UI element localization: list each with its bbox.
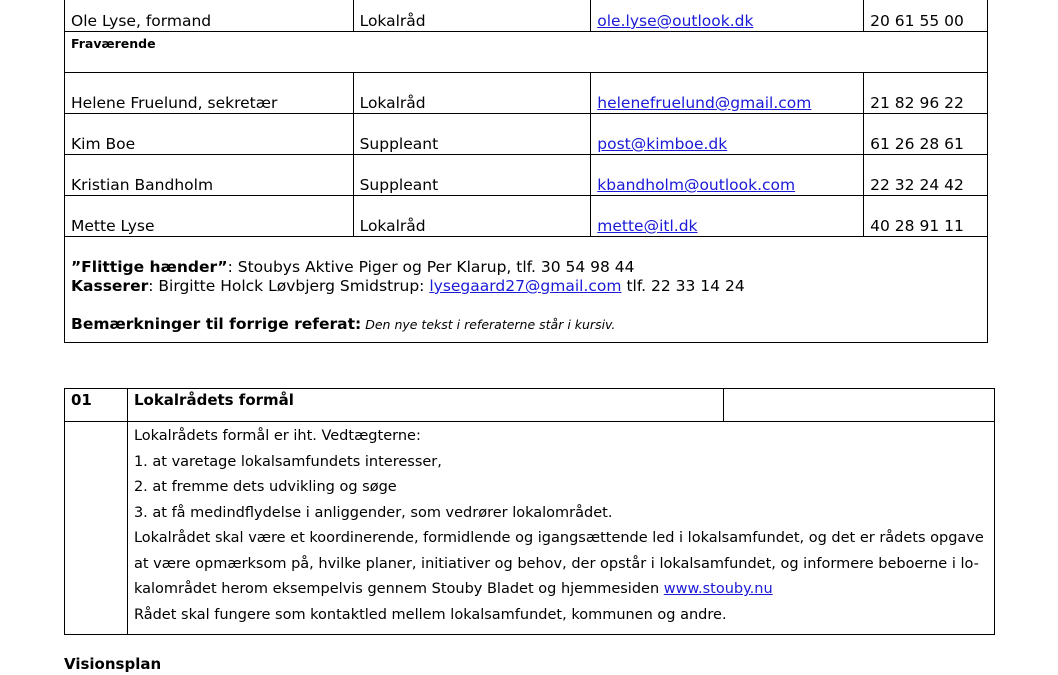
kasserer-email-link[interactable]: lysegaard27@gmail.com [429, 277, 622, 295]
table-row [65, 196, 988, 237]
section-header-row [65, 389, 995, 422]
section-body [127, 422, 994, 635]
member-name: Helene Fruelund, sekretær [65, 73, 354, 114]
website-link[interactable]: www.stouby.nu [663, 581, 773, 597]
body-line: 3. at få medindflydelse i anliggender, som vedrører lokalområdet. [133, 504, 613, 521]
section-01-table [64, 388, 995, 635]
footer-row [65, 237, 988, 343]
body-line-prefix: kalområdet herom eksempelvis gennem Stouby Bladet og hjemmesiden [133, 581, 664, 597]
member-name: Kim Boe [65, 114, 354, 155]
member-role: Lokalråd [353, 73, 591, 114]
table-row [65, 0, 988, 32]
body-line: 1. at varetage lokalsamfundets interesser, [133, 453, 442, 470]
table-row [65, 155, 988, 196]
section-title: Lokalrådets formål [127, 389, 723, 422]
member-email-link[interactable]: post@kimboe.dk [597, 135, 728, 153]
kasserer-text: : Birgitte Holck Løvbjerg Smidstrup: [148, 277, 430, 295]
member-phone: 61 26 28 61 [864, 114, 988, 155]
body-line: Lokalrådet skal være et koordinerende, formidlende og igangsættende led i lokalsamfundet, og det er rådets opgave [133, 530, 984, 546]
member-role: Suppleant [353, 114, 591, 155]
section-body-row [65, 422, 995, 635]
attendance-table [64, 0, 988, 343]
body-line: at være opmærksom på, hvilke planer, initiativer og behov, der opstår i lokalsamfundet, og informere beboerne i lo- [133, 555, 979, 572]
member-phone: 40 28 91 11 [864, 196, 988, 237]
kasserer-label: Kasserer [71, 277, 149, 295]
absent-label: Fraværende [65, 32, 988, 73]
body-line: Rådet skal fungere som kontaktled mellem lokalsamfundet, kommunen og andre. [133, 606, 727, 623]
member-email-link[interactable]: ole.lyse@outlook.dk [597, 12, 754, 30]
member-name: Ole Lyse, formand [65, 0, 354, 32]
member-phone: 20 61 55 00 [864, 0, 988, 32]
body-line: Lokalrådets formål er iht. Vedtægterne: [133, 428, 421, 444]
flittige-text: : Stoubys Aktive Piger og Per Klarup, tlf. 30 54 98 44 [227, 258, 635, 276]
body-line: 2. at fremme dets udvikling og søge [133, 479, 397, 495]
member-name: Mette Lyse [65, 196, 354, 237]
member-phone: 22 32 24 42 [864, 155, 988, 196]
member-email-link[interactable]: kbandholm@outlook.com [597, 176, 796, 194]
member-role: Lokalråd [353, 0, 591, 32]
table-row [65, 114, 988, 155]
member-role: Lokalråd [353, 196, 591, 237]
flittige-line [71, 258, 981, 277]
next-section-heading: Visionsplan [64, 655, 162, 673]
member-role: Suppleant [353, 155, 591, 196]
kasserer-phone: tlf. 22 33 14 24 [621, 277, 745, 295]
body-line [134, 577, 988, 603]
section-number: 01 [65, 389, 128, 422]
remarks-text: Den nye tekst i referaterne står i kursiv. [361, 317, 616, 332]
table-row [65, 73, 988, 114]
flittige-label: ”Flittige hænder” [71, 258, 228, 276]
kasserer-line [71, 277, 981, 296]
member-name: Kristian Bandholm [65, 155, 354, 196]
member-phone: 21 82 96 22 [864, 73, 988, 114]
remarks-line [71, 315, 981, 334]
member-email-link[interactable]: helenefruelund@gmail.com [597, 94, 812, 112]
absent-header-row [65, 32, 988, 73]
remarks-label: Bemærkninger til forrige referat: [71, 315, 362, 333]
member-email-link[interactable]: mette@itl.dk [597, 217, 698, 235]
